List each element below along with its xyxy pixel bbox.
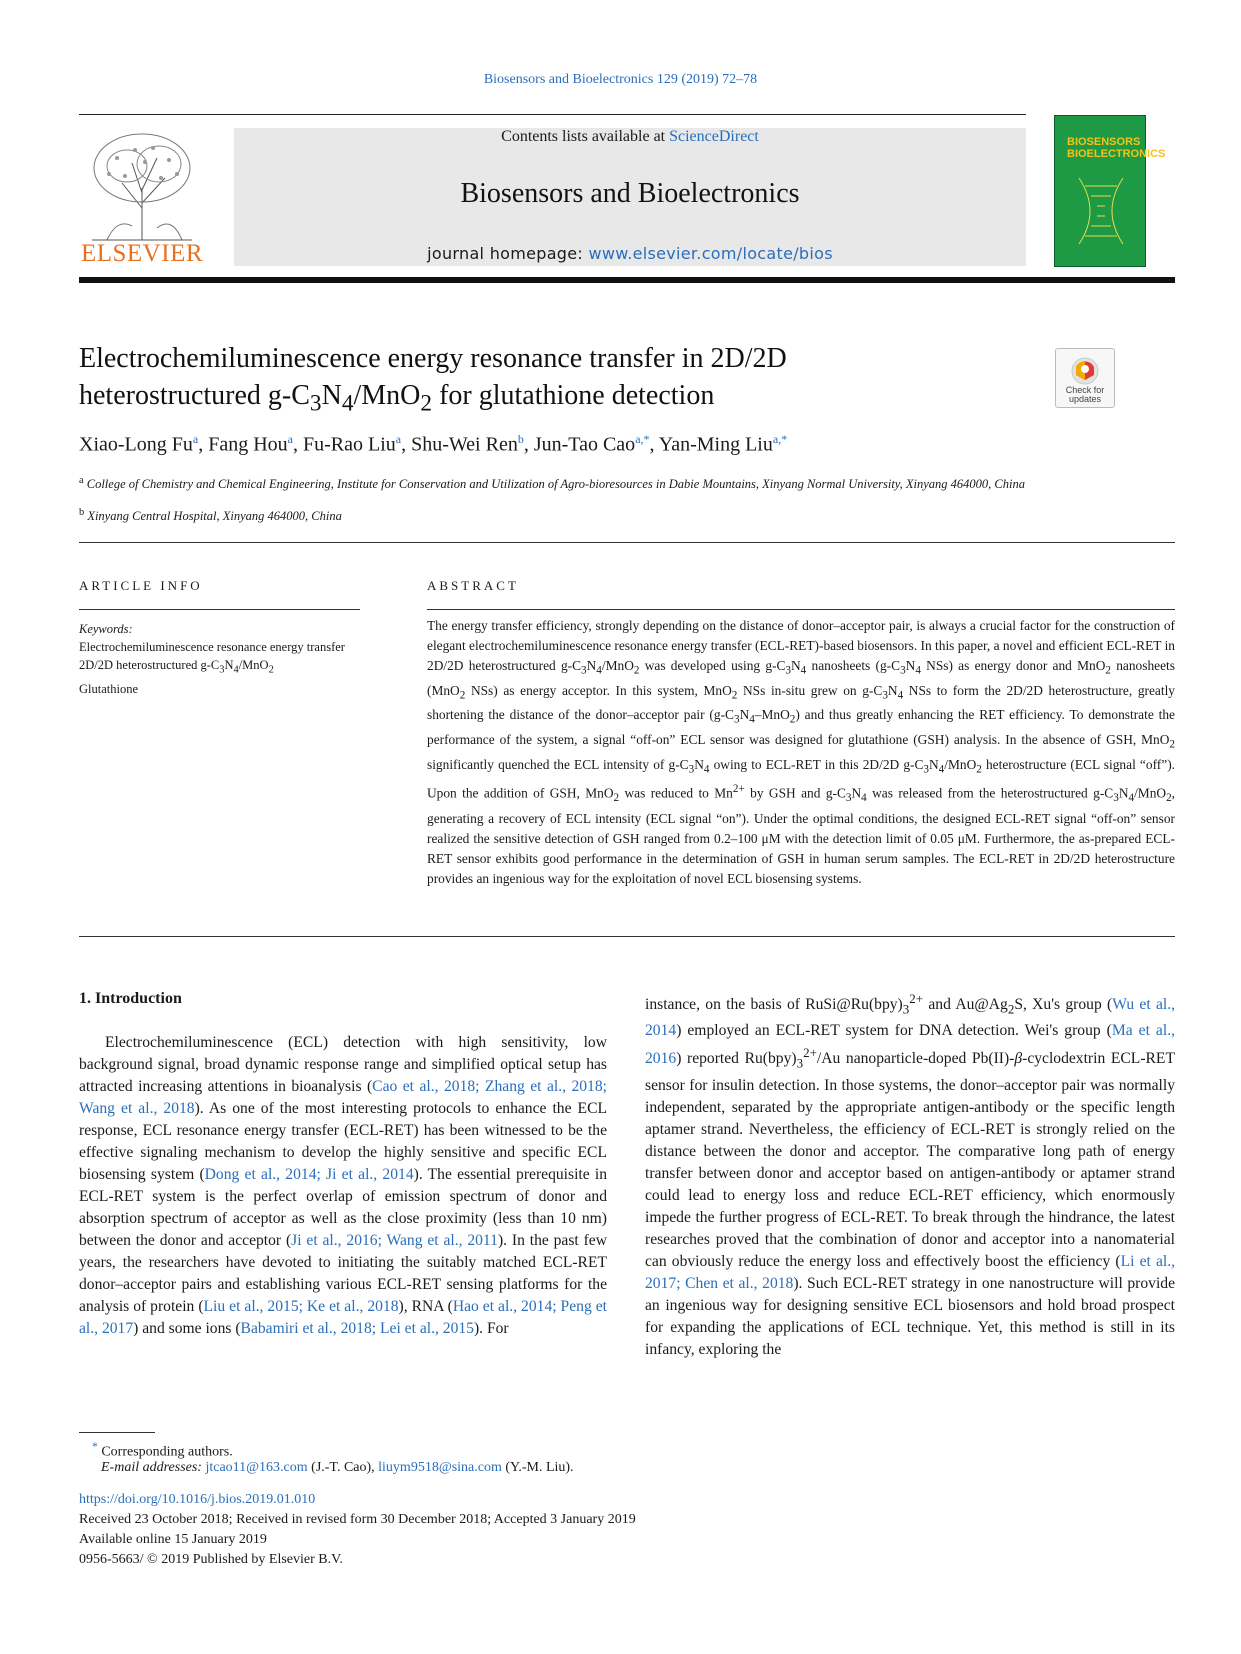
footnote-corresponding: * Corresponding authors. [92, 1440, 233, 1460]
footnote-rule [79, 1432, 155, 1433]
section-heading-introduction: 1. Introduction [79, 990, 182, 1007]
journal-cover-thumbnail[interactable] [1054, 115, 1166, 267]
homepage-link[interactable]: www.elsevier.com/locate/bios [588, 244, 833, 263]
body-column-right: instance, on the basis of $RuSi@Ru(bpy)_3^{2+}$ and $Au@Ag_2S$, Xu's group (Wu et al., 2014) employed an ECL-RET system for DNA detection. Wei's group (Ma et al., 2016) reported $Ru(bpy)_3^{2+}/Au$ nanoparticle-doped Pb(II)-β-cyclodextrin ECL-RET sensor for insulin detection. In those systems, the donor–acceptor pair was normally independent, separated by the appropriate antigen-antibody or the specific length aptamer strand. Nevertheless, the efficiency of ECL-RET is strongly relied on the distance between the donor and acceptor. The comparative long path of energy transfer between donor and acceptor based on antigen-antibody or aptamer strand could lead to energy loss and reduce ECL-RET efficiency, which enormously impede the further progress of ECL-RET. To break through the hindrance, the latest researches proved that the combination of donor and acceptor into a nanomaterial can obviously reduce the energy loss and effectively boost the efficiency (Li et al., 2017; Chen et al., 2018). Such ECL-RET strategy in one nanostructure will provide an ingenious way for designing sensitive ECL biosensors and hold broad prospect for expanding the applications of ECL technique. Yet, this method is still in its infancy, exploring the [645, 991, 1176, 1358]
elsevier-logo[interactable] [79, 128, 205, 268]
check-for-updates-badge[interactable] [1055, 348, 1115, 408]
author-list[interactable]: Xiao-Long Fu$^a$, Fang Hou$^a$, Fu-Rao Liu$^a$, Shu-Wei Ren$^b$, Jun-Tao Cao$^{a,*}$, Yan-Ming Liu$^{a,*}$ [79, 432, 788, 456]
article-title: Electrochemiluminescence energy resonance transfer in 2D/2D heterostructured $g-C_3N_4/MnO_2$ for glutathione detection [79, 340, 979, 423]
issn-copyright: 0956-5663/ © 2019 Published by Elsevier B.V. [79, 1552, 343, 1567]
cover-helix-graphic [1077, 176, 1125, 246]
available-online-date: Available online 15 January 2019 [79, 1532, 267, 1547]
header-rule-bottom [79, 277, 1175, 283]
doi-link[interactable]: https://doi.org/10.1016/j.bios.2019.01.010 [79, 1492, 316, 1507]
elsevier-tree-icon [87, 128, 197, 244]
affiliation-b: $^b$ Xinyang Central Hospital, Xinyang 464000, China [79, 507, 342, 524]
abstract-heading: ABSTRACT [427, 578, 519, 593]
keywords-block [79, 620, 369, 698]
article-info-heading: ARTICLE INFO [79, 578, 203, 593]
received-dates: Received 23 October 2018; Received in revised form 30 December 2018; Accepted 3 January 2019 [79, 1512, 636, 1527]
article-info-rule [79, 609, 360, 610]
journal-banner [234, 128, 1026, 266]
journal-name: Biosensors and Bioelectronics [460, 178, 800, 209]
body-column-left: Electrochemiluminescence (ECL) detection with high sensitivity, low background signal, broad dynamic response range and simplified optical setup has attracted increasing attentions in bioanalysis (Cao et al., 2018; Zhang et al., 2018; Wang et al., 2018). As one of the most interesting protocols to enhance the ECL response, ECL resonance energy transfer (ECL-RET) has been witnessed to be the effective signaling mechanism to develop the highly sensitive and specific ECL biosensing system (Dong et al., 2014; Ji et al., 2014). The essential prerequisite in ECL-RET system is the perfect overlap of emission spectrum of donor and absorption spectrum of acceptor as well as the close proximity (less than 10 nm) between the donor and acceptor (Ji et al., 2016; Wang et al., 2011). In the past few years, the researchers have devoted to initiating the suitably matched ECL-RET donor–acceptor pairs and establishing various ECL-RET sensing platforms for the analysis of protein (Liu et al., 2015; Ke et al., 2018), RNA (Hao et al., 2014; Peng et al., 2017) and some ions (Babamiri et al., 2018; Lei et al., 2015). For [79, 1034, 608, 1337]
affiliation-a: $^a$ College of Chemistry and Chemical Engineering, Institute for Conservation and Utilization of Agro-bioresources in Dabie Mountains, Xinyang Normal University, Xinyang 464000, China [79, 475, 1025, 492]
header-rule-top [79, 114, 1026, 115]
abstract-rule [427, 609, 1175, 610]
abstract-text: The energy transfer efficiency, strongly depending on the distance of donor–acceptor pair, is always a crucial factor for the construction of elegant electrochemiluminescence resonance energy transfer (ECL-RET)-based biosensors. In this paper, a novel and efficient ECL-RET in 2D/2D heterostructured $g-C_3N_4/MnO_2$ was developed using $g-C_3N_4$ nanosheets ($g-C_3N_4$ NSs) as energy donor and MnO$_2$ nanosheets (MnO$_2$ NSs) as energy acceptor. In this system, MnO$_2$ NSs in-situ grew on $g-C_3N_4$ NSs to form the 2D/2D heterostructure, greatly shortening the distance of the donor–acceptor pair $(g-C_3N_4-MnO_2)$ and thus greatly enhancing the RET efficiency. To demonstrate the performance of the system, a signal “off-on” ECL sensor was designed for glutathione (GSH) analysis. In the absence of GSH, MnO$_2$ significantly quenched the ECL intensity of $g-C_3N_4$ owing to ECL-RET in this 2D/2D $g-C_3N_4/MnO_2$ heterostructure (ECL signal “off”). Upon the addition of GSH, MnO$_2$ was reduced to $Mn^{2+}$ by GSH and $g-C_3N_4$ was released from the heterostructured $g-C_3N_4/MnO_2$, generating a recovery of ECL intensity (ECL signal “on”). Under the optimal conditions, the designed ECL-RET signal “off-on” sensor realized the sensitive detection of GSH ranged from 0.2–100 μM with the detection limit of 0.05 μM. Furthermore, the as-prepared ECL-RET sensor exhibits good performance in the determination of GSH in human serum samples. The ECL-RET in 2D/2D heterostructure provides an ingenious way for the exploitation of novel ECL biosensing systems. [427, 618, 1175, 886]
footnote-emails[interactable]: E-mail addresses: jtcao11@163.com (J.-T. Cao), liuym9518@sina.com (Y.-M. Liu). [101, 1460, 574, 1475]
rule-affiliations [79, 542, 1175, 543]
elsevier-wordmark: ELSEVIER [80, 240, 204, 267]
homepage-line: journal homepage: www.elsevier.com/locate/bios [427, 244, 833, 263]
article-title-line2: heterostructured $g-C_3N_4/MnO_2$ for glutathione detection [79, 380, 715, 417]
check-updates-label: Check for updates [1065, 385, 1105, 404]
sciencedirect-link[interactable]: ScienceDirect [669, 128, 759, 145]
contents-line: Contents lists available at ScienceDirect [501, 128, 759, 145]
keywords-label: Keywords: [79, 622, 133, 636]
journal-reference[interactable]: Biosensors and Bioelectronics 129 (2019) 72–78 [483, 72, 758, 87]
rule-abstract [79, 936, 1175, 937]
keywords-list: Electrochemiluminescence resonance energy transfer 2D/2D heterostructured $g-C_3N_4/MnO_2$ Glutathione [79, 640, 345, 696]
journal-cover-icon: BIOSENSORS BIOELECTRONICS [1067, 136, 1166, 160]
